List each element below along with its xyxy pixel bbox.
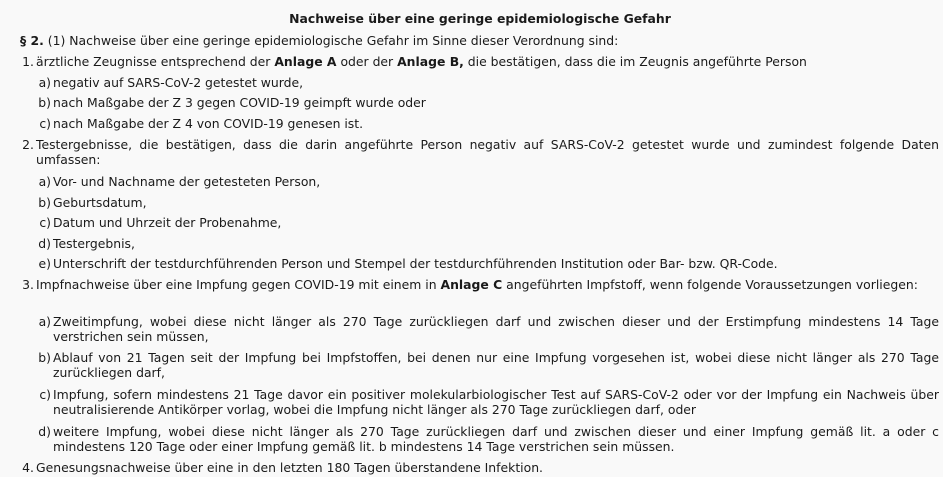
sub-letter: c) bbox=[39, 215, 51, 230]
sub-item-text: Impfung, sofern mindestens 21 Tage davor ein positiver molekularbiologischer Test auf SARS-CoV-2 oder vor der Impfung ein Nachweis über neutralisierende Antikörper vorlag, wobei die Impfung nicht länger als 270 Tage zurückliegen darf, oder bbox=[53, 387, 939, 417]
text: angeführten Impfstoff, wenn folgende Voraussetzungen vorliegen: bbox=[502, 277, 918, 292]
sub-letter: b) bbox=[38, 350, 51, 365]
sub-letter: e) bbox=[38, 256, 51, 271]
sub-letter: a) bbox=[38, 174, 51, 189]
item-number: 1. bbox=[22, 54, 34, 69]
sub-item-text: nach Maßgabe der Z 4 von COVID-19 genesen ist. bbox=[53, 116, 364, 131]
sub-letter: d) bbox=[38, 236, 51, 251]
item-number: 3. bbox=[22, 277, 34, 292]
item-text bbox=[36, 277, 939, 292]
sub-item-text: negativ auf SARS-CoV-2 getestet wurde, bbox=[53, 75, 304, 90]
item-text: Genesungsnachweise über eine in den letzten 180 Tagen überstandene Infektion. bbox=[36, 460, 543, 475]
text: ärztliche Zeugnisse entsprechend der bbox=[36, 54, 275, 69]
sub-item-text: Zweitimpfung, wobei diese nicht länger als 270 Tage zurückliegen darf und zwischen dieser und der Erstimpfung mindestens 14 Tage verstrichen sein müssen, bbox=[53, 314, 939, 344]
intro-text: (1) Nachweise über eine geringe epidemiologische Gefahr im Sinne dieser Verordnung sind: bbox=[47, 33, 619, 48]
paragraph-mark: § 2. bbox=[20, 33, 44, 48]
sub-letter: a) bbox=[38, 314, 51, 329]
sub-item-text: Unterschrift der testdurchführenden Person und Stempel der testdurchführenden Institution oder Bar- bzw. QR-Code. bbox=[53, 256, 778, 271]
sub-item-text: Ablauf von 21 Tagen seit der Impfung bei Impfstoffen, bei denen nur eine Impfung vorgesehen ist, wobei diese nicht länger als 270 Tage zurückliegen darf, bbox=[53, 350, 939, 380]
sub-letter: c) bbox=[39, 387, 51, 402]
sub-letter: d) bbox=[38, 424, 51, 439]
text: oder der bbox=[336, 54, 398, 69]
sub-item-text: nach Maßgabe der Z 3 gegen COVID-19 geimpft wurde oder bbox=[53, 95, 426, 110]
annex-reference: Anlage A bbox=[274, 54, 337, 69]
paragraph-intro bbox=[20, 33, 618, 48]
annex-reference: Anlage B, bbox=[397, 54, 464, 69]
annex-reference: Anlage C bbox=[440, 277, 503, 292]
sub-item-text: Geburtsdatum, bbox=[53, 195, 147, 210]
sub-item-text: weitere Impfung, wobei diese nicht länger als 270 Tage zurückliegen darf und zwischen dieser und einer Impfung gemäß lit. a oder c mindestens 120 Tage oder einer Impfung gemäß lit. b mindestens 14 Tage verstrichen sein müssen. bbox=[53, 424, 939, 454]
item-number: 4. bbox=[22, 460, 34, 475]
sub-item-text: Datum und Uhrzeit der Probenahme, bbox=[53, 215, 282, 230]
section-title: Nachweise über eine geringe epidemiologische Gefahr bbox=[289, 11, 671, 26]
sub-item-text: Testergebnis, bbox=[53, 236, 135, 251]
sub-letter: c) bbox=[39, 116, 51, 131]
sub-letter: a) bbox=[38, 75, 51, 90]
text: die bestätigen, dass die im Zeugnis angeführte Person bbox=[463, 54, 807, 69]
item-number: 2. bbox=[22, 137, 34, 152]
sub-letter: b) bbox=[38, 95, 51, 110]
item-text: Testergebnisse, die bestätigen, dass die darin angeführte Person negativ auf SARS-CoV-2 getestet wurde und zumindest folgende Daten umfassen: bbox=[36, 137, 939, 167]
sub-item-text: Vor- und Nachname der getesteten Person, bbox=[53, 174, 321, 189]
text: Impfnachweise über eine Impfung gegen COVID-19 mit einem in bbox=[36, 277, 441, 292]
sub-letter: b) bbox=[38, 195, 51, 210]
item-text bbox=[36, 54, 807, 69]
